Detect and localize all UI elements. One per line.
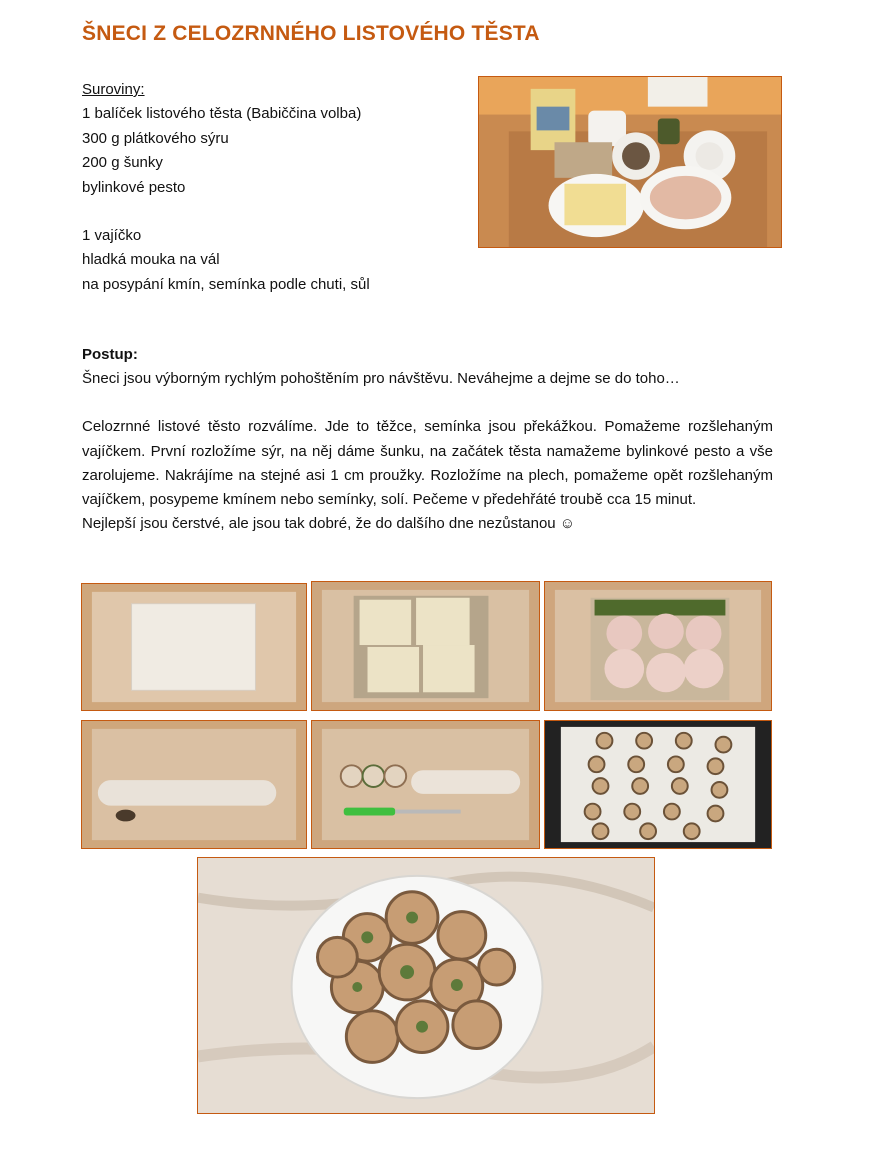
ingredient-line: hladká mouka na vál <box>82 251 220 269</box>
procedure-section <box>82 343 773 536</box>
step-photo-baking-tray <box>544 720 772 849</box>
step-photo-roll <box>81 720 307 849</box>
procedure-body: Celozrnné listové těsto rozválíme. Jde to těžce, semínka jsou překážkou. Pomažeme rozšlehaným vajíčkem. První rozložíme sýr, na něj dáme šunku, na začátek těsta namažeme bylinkové pesto a vše zarolujeme. Nakrájíme na stejné asi 1 cm proužky. Rozložíme na plech, pomažeme opět rozšlehaným vajíčkem, posypeme kmínem nebo semínky, solí. Pečeme v předehřáté troubě cca 15 minut. <box>82 418 773 509</box>
ingredients-heading: Suroviny: <box>82 81 145 98</box>
procedure-closing: Nejlepší jsou čerstvé, ale jsou tak dobré, že do dalšího dne nezůstanou ☺ <box>82 515 576 533</box>
procedure-heading: Postup: <box>82 346 138 363</box>
step-photo-slicing <box>311 720 540 849</box>
ingredient-line: na posypání kmín, semínka podle chuti, sůl <box>82 275 370 293</box>
final-dish-photo <box>197 857 655 1114</box>
ingredient-line: 300 g plátkového sýru <box>82 129 229 147</box>
step-photo-cheese <box>311 581 540 711</box>
ingredients-section <box>82 78 462 297</box>
ingredients-photo <box>478 76 782 248</box>
ingredient-line: bylinkové pesto <box>82 178 186 196</box>
step-photo-dough <box>81 583 307 711</box>
ingredient-line: 1 balíček listového těsta (Babiččina volba) <box>82 105 362 123</box>
procedure-intro: Šneci jsou výborným rychlým pohoštěním pro návštěvu. Neváhejme a dejme se do toho… <box>82 370 680 388</box>
ingredient-line: 200 g šunky <box>82 154 163 172</box>
recipe-title: ŠNECI Z CELOZRNNÉHO LISTOVÉHO TĚSTA <box>82 22 540 45</box>
ingredient-line: 1 vajíčko <box>82 227 142 245</box>
step-photo-ham-pesto <box>544 581 772 711</box>
